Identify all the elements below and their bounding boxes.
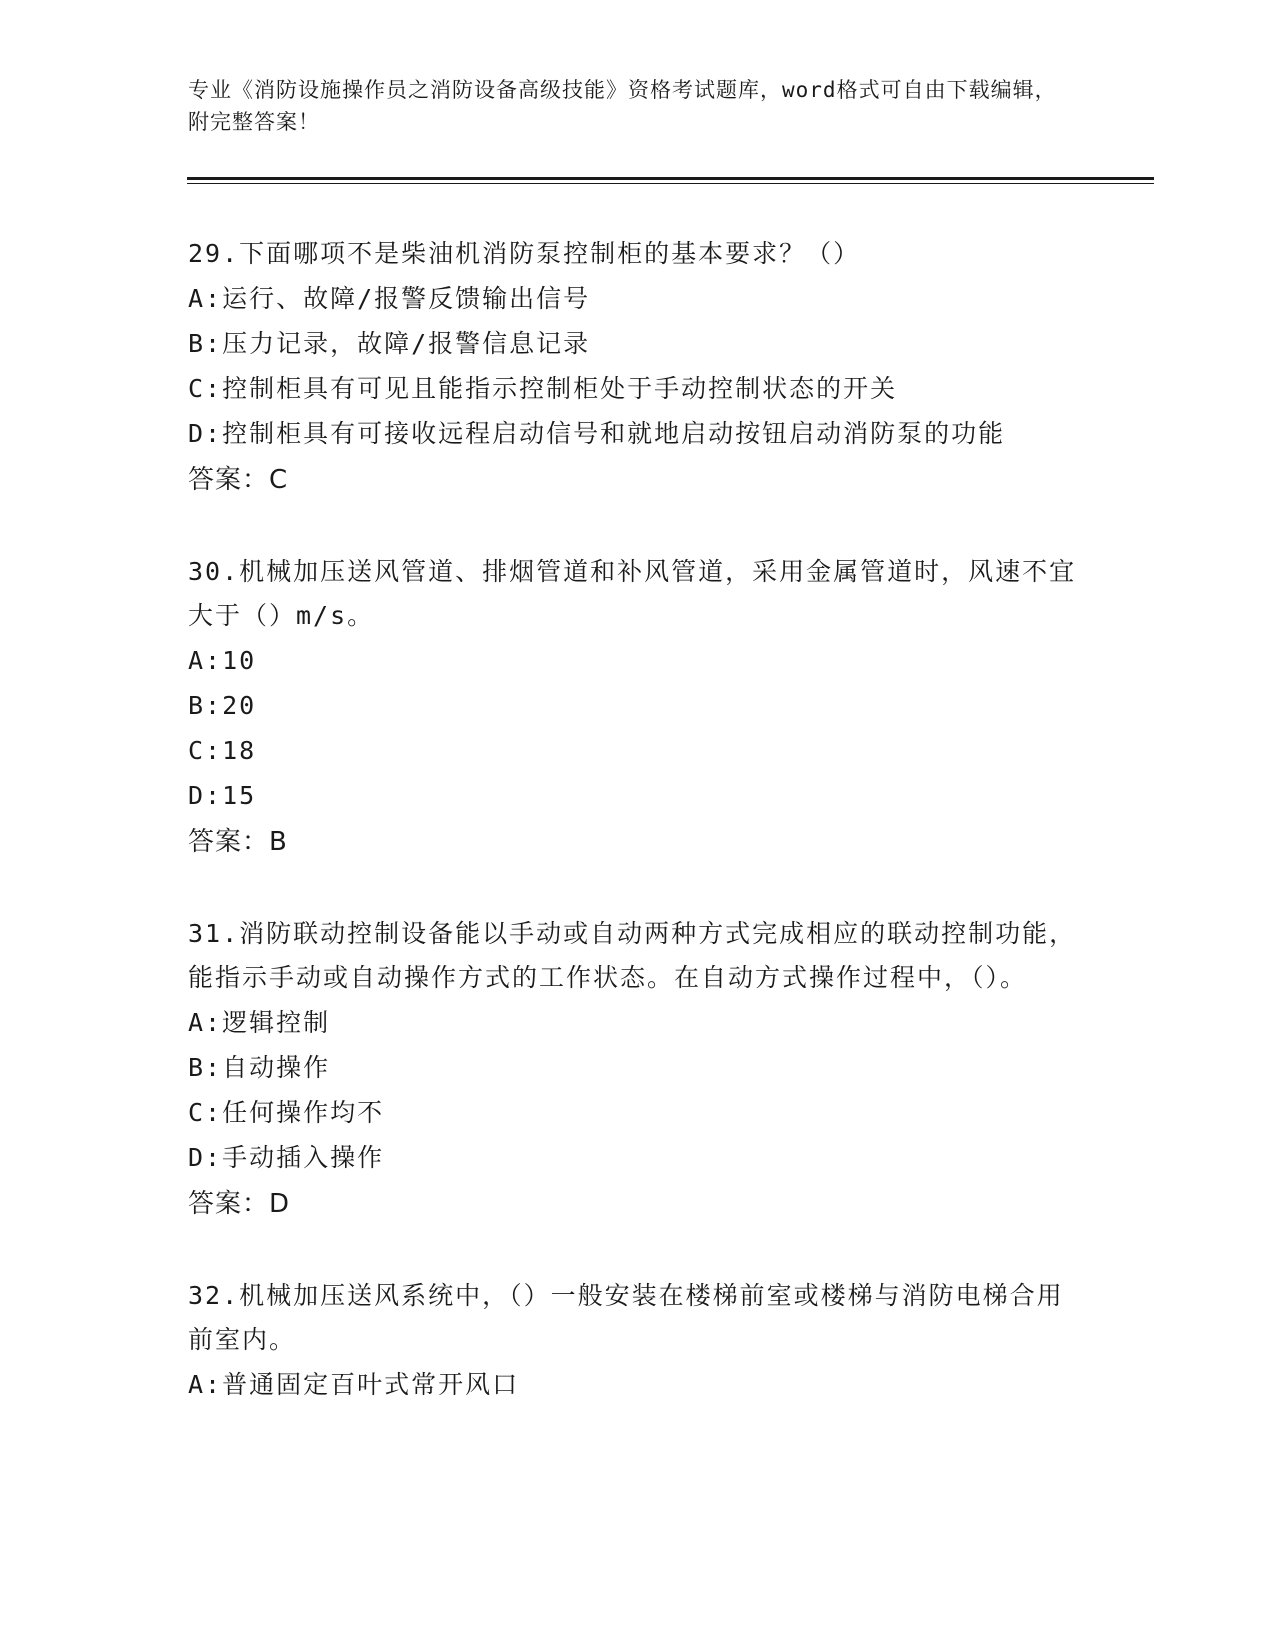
question-text: 30.机械加压送风管道、排烟管道和补风管道，采用金属管道时，风速不宜大于（）m/s。 <box>188 557 1077 630</box>
option-b: B:20 <box>188 691 257 720</box>
option-b: B:压力记录，故障/报警信息记录 <box>188 329 591 358</box>
option-a: A:普通固定百叶式常开风口 <box>188 1370 520 1399</box>
question-32 <box>188 1274 1078 1407</box>
option-c: C:控制柜具有可见且能指示控制柜处于手动控制状态的开关 <box>188 374 898 403</box>
option-a: A:运行、故障/报警反馈输出信号 <box>188 284 591 313</box>
option-c: C:18 <box>188 736 257 765</box>
answer: 答案：D <box>188 1189 291 1219</box>
question-31 <box>188 912 1078 1228</box>
question-list <box>188 232 1078 1453</box>
option-a: A:逻辑控制 <box>188 1008 331 1037</box>
header-divider-thin <box>187 183 1154 184</box>
option-c: C:任何操作均不 <box>188 1098 385 1127</box>
question-30 <box>188 550 1078 866</box>
option-d: D:15 <box>188 781 257 810</box>
answer: 答案：B <box>188 827 288 857</box>
option-d: D:控制柜具有可接收远程启动信号和就地启动按钮启动消防泵的功能 <box>188 419 1006 448</box>
option-a: A:10 <box>188 646 257 675</box>
question-29 <box>188 232 1078 504</box>
header-divider-thick <box>187 177 1154 180</box>
question-text: 29.下面哪项不是柴油机消防泵控制柜的基本要求？（） <box>188 239 861 268</box>
question-text: 31.消防联动控制设备能以手动或自动两种方式完成相应的联动控制功能，能指示手动或自动操作方式的工作状态。在自动方式操作过程中，（）。 <box>188 919 1077 992</box>
option-d: D:手动插入操作 <box>188 1143 385 1172</box>
answer: 答案：C <box>188 465 289 495</box>
document-header: 专业《消防设施操作员之消防设备高级技能》资格考试题库，word格式可自由下载编辑，附完整答案！ <box>188 78 1057 134</box>
option-b: B:自动操作 <box>188 1053 331 1082</box>
question-text: 32.机械加压送风系统中，（）一般安装在楼梯前室或楼梯与消防电梯合用前室内。 <box>188 1281 1064 1354</box>
